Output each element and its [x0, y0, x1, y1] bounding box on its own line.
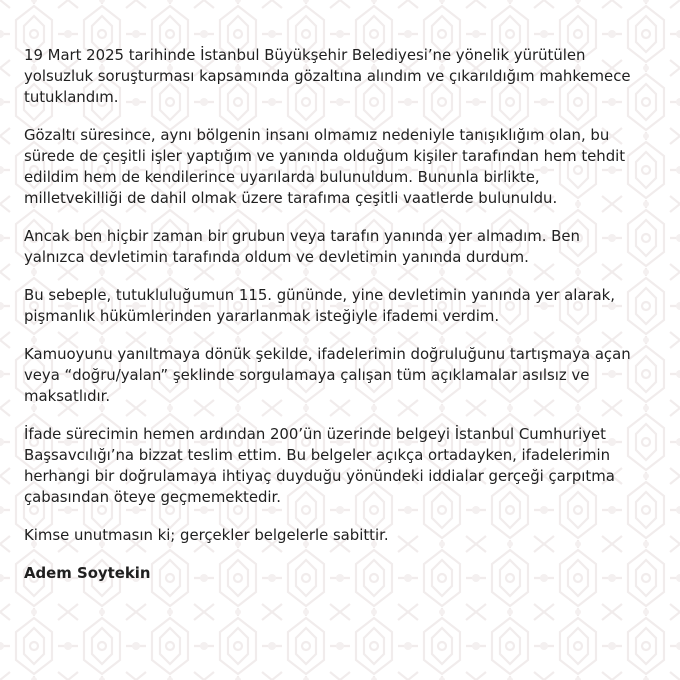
signature: Adem Soytekin [24, 564, 151, 582]
paragraph-4: Bu sebeple, tutukluluğumun 115. gününde, yine devletimin yanında yer alarak, pişmanlık hükümlerinden yararlanmak isteğiyle ifademi verdim. [24, 286, 615, 325]
paragraph-1: 19 Mart 2025 tarihinde İstanbul Büyükşehir Belediyesi’ne yönelik yürütülen yolsuzluk soruşturması kapsamında gözaltına alındım ve çıkarıldığım mahkemece tutuklandım. [24, 46, 631, 106]
paragraph-5: Kamuoyunu yanıltmaya dönük şekilde, ifadelerimin doğruluğunu tartışmaya açan veya “doğru/yalan” şeklinde sorgulamaya çalışan tüm açıklamalar asılsız ve maksatlıdır. [24, 345, 631, 405]
paragraph-2: Gözaltı süresince, aynı bölgenin insanı olmamız nedeniyle tanışıklığım olan, bu sürede de çeşitli işler yaptığım ve yanında olduğum kişiler tarafından hem tehdit edildim hem de kendilerince uyarılarda bulunuldum. Bununla birlikte, milletvekilliği de dahil olmak üzere tarafıma çeşitli vaatlerde bulunuldu. [24, 126, 626, 207]
paragraph-6: İfade sürecimin hemen ardından 200’ün üzerinde belgeyi İstanbul Cumhuriyet Başsavcılığı’na bizzat teslim ettim. Bu belgeler açıkça ortadayken, ifadelerimin herhangi bir doğrulamaya ihtiyaç duyduğu yönündeki iddialar gerçeği çarpıtma çabasından öteye geçmemektedir. [24, 425, 615, 506]
paragraph-7: Kimse unutmasın ki; gerçekler belgelerle sabittir. [24, 526, 389, 544]
paragraph-3: Ancak ben hiçbir zaman bir grubun veya tarafın yanında yer almadım. Ben yalnızca devletimin tarafında oldum ve devletimin yanında durdum. [24, 227, 580, 266]
